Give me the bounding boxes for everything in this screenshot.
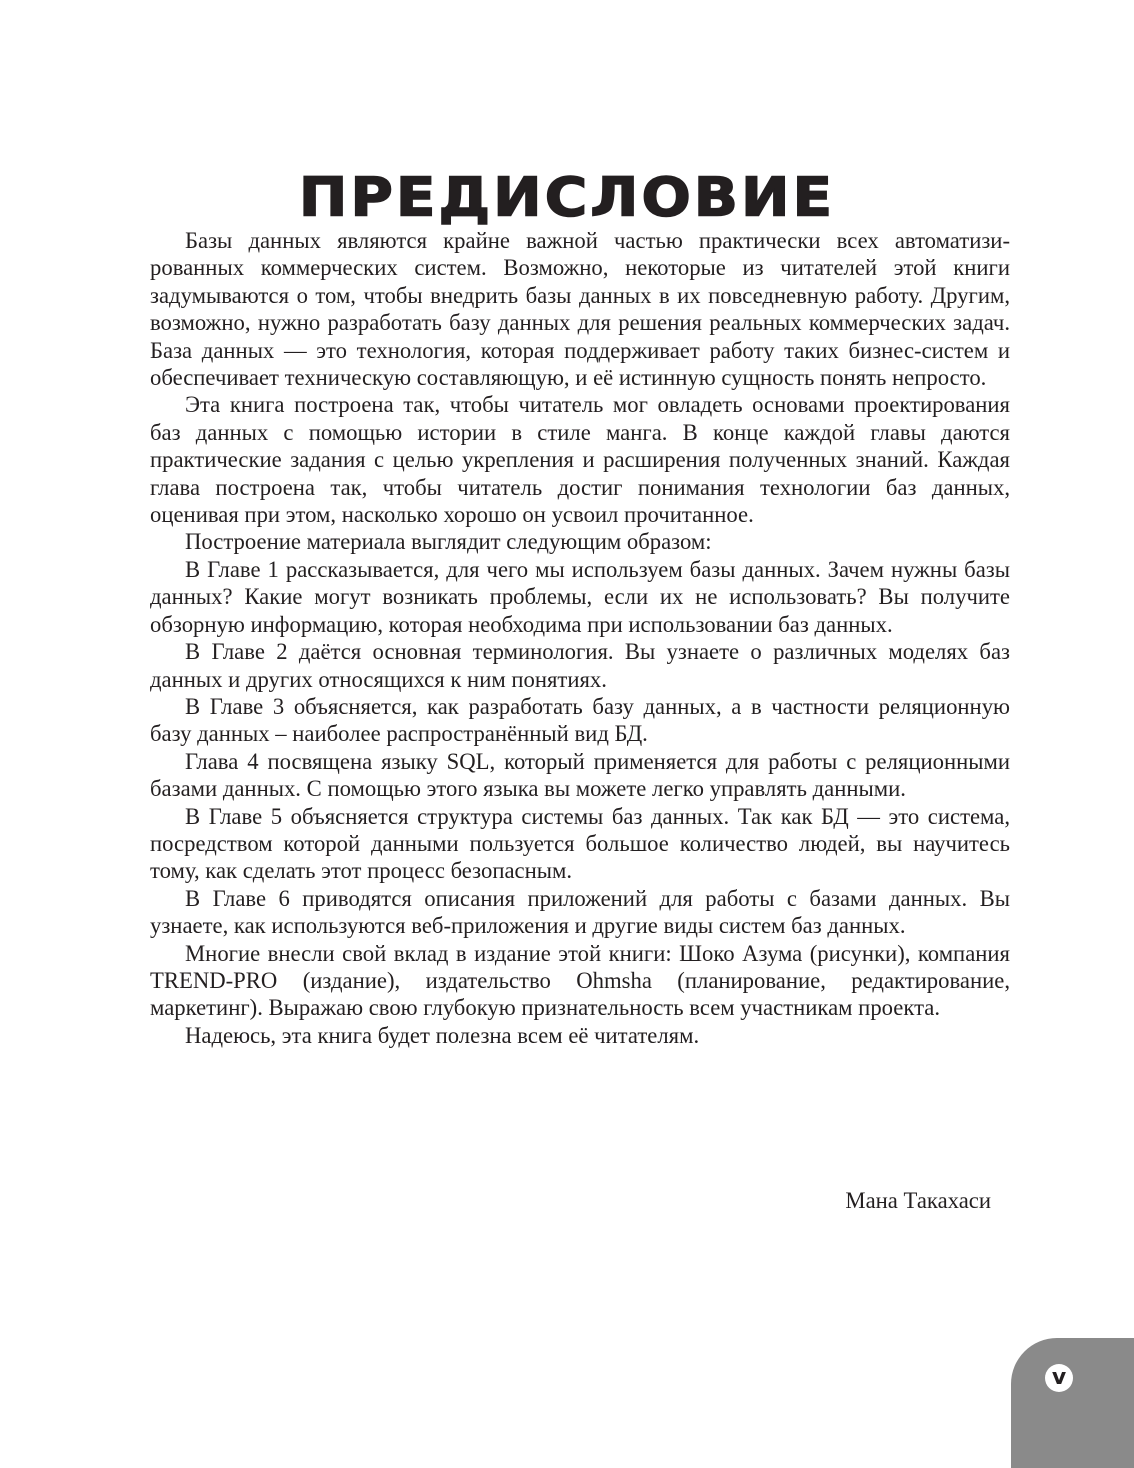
page-number: v <box>1045 1364 1073 1392</box>
preface-body <box>150 227 1010 1049</box>
paragraph-7: Глава 4 посвящена языку SQL, который применяется для работы с реляционными базами данных. С помощью этого языка вы можете легко управлять данными. <box>150 748 1010 802</box>
author-signature: Мана Такахаси <box>845 1188 991 1213</box>
paragraph-10: Многие внесли свой вклад в издание этой книги: Шоко Азума (рисунки), компания TREND-PRO (издание), издательство Ohmsha (планирование, редактирование, маркетинг). Выражаю свою глубокую признательность всем участникам проекта. <box>150 940 1010 1021</box>
paragraph-3: Построение материала выглядит следующим образом: <box>185 529 712 555</box>
page-title: ПРЕДИСЛОВИЕ <box>298 165 836 229</box>
paragraph-1: Базы данных являются крайне важной частью практически всех автоматизированных коммерческих систем. Возможно, некоторые из читателей этой книги задумываются о том, чтобы внедрить базы данных в их повседневную работу. Другим, возможно, нужно разработать базу данных для решения реальных коммерческих задач. База данных — это технология, которая поддерживает работу таких бизнес-систем и обеспечивает техническую составляющую, и её истинную сущность понять непросто. <box>150 228 1010 391</box>
paragraph-2: Эта книга построена так, чтобы читатель мог овладеть основами проектирования баз данных с помощью истории в стиле манга. В конце каждой главы даются практические задания с целью укрепления и расширения полученных знаний. Каждая глава построена так, чтобы читатель достиг понимания технологии баз данных, оценивая при этом, насколько хорошо он усвоил прочитанное. <box>150 392 1010 528</box>
paragraph-11: Надеюсь, эта книга будет полезна всем её читателям. <box>185 1022 700 1048</box>
paragraph-4: В Главе 1 рассказывается, для чего мы используем базы данных. Зачем нужны базы данных? Какие могут возникать проблемы, если их не использовать? Вы получите обзорную информацию, которая необходима при использовании баз данных. <box>150 556 1010 637</box>
paragraph-8: В Главе 5 объясняется структура системы баз данных. Так как БД — это система, посредством которой данными пользуется большое количество людей, вы научитесь тому, как сделать этот процесс безопасным. <box>150 803 1010 884</box>
page-number-tab <box>1011 1338 1134 1468</box>
paragraph-6: В Главе 3 объясняется, как разработать базу данных, а в частности реляционную базу данных – наиболее распространённый вид БД. <box>150 693 1010 747</box>
paragraph-5: В Главе 2 даётся основная терминология. Вы узнаете о различных моделях баз данных и других относящихся к ним понятиях. <box>150 639 1010 692</box>
paragraph-9: В Главе 6 приводятся описания приложений для работы с базами данных. Вы узнаете, как используются веб-приложения и другие виды систем баз данных. <box>150 885 1010 939</box>
